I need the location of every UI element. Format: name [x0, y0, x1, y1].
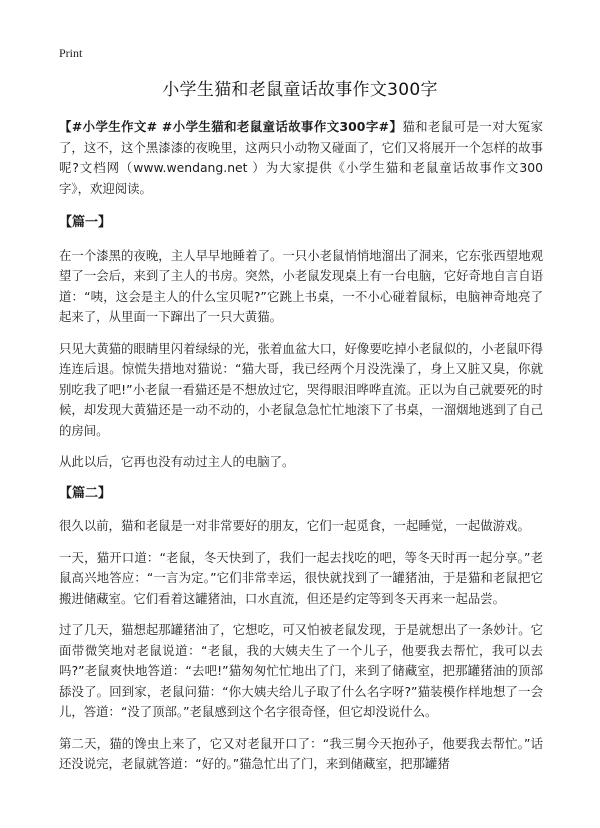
paragraph: 在一个漆黑的夜晚，主人早早地睡着了。一只小老鼠悄悄地溜出了洞来，它东张西望地观望了一会后，来到了主人的书房。突然，小老鼠发现桌上有一台电脑，它好奇地自言自语道：“咦，这会是主人的什么宝贝呢?”它跳上书桌，一不小心碰着鼠标，电脑神奇地亮了起来了，从里面一下蹿出了一只大黄猫。	[59, 247, 543, 324]
section-heading: 【篇一】	[59, 215, 112, 230]
section-heading: 【篇二】	[59, 485, 112, 501]
paragraph: 一天，猫开口道：“老鼠，冬天快到了，我们一起去找吃的吧，等冬天时再一起分享。”老鼠高兴地答应：“一言为定。”它们非常幸运，很快就找到了一罐猪油，于是猫和老鼠把它搬进储藏室。它们看着这罐猪油，口水直流，但还是约定等到冬天再来一起品尝。	[59, 549, 543, 606]
intro-text: 猫和老鼠可是一对大冤家了，这不，这个黑漆漆的夜晚里，这两只小动物又碰面了，它们又将展开一个怎样的故事呢?文档网（www.wendang.net ）为大家提供《小学生猫和老鼠童话故事作文300字》，欢迎阅读。	[59, 119, 543, 196]
intro-paragraph	[59, 117, 543, 199]
page-title: 小学生猫和老鼠童话故事作文300字	[162, 80, 438, 100]
paragraph: 只见大黄猫的眼睛里闪着绿绿的光，张着血盆大口，好像要吃掉小老鼠似的，小老鼠吓得连连后退。惊慌失措地对猫说：“猫大哥，我已经两个月没洗澡了，身上又脏又臭，你就别吃我了吧!”小老鼠一看猫还是不想放过它，哭得眼泪哗哗直流。正以为自己就要死的时候，却发现大黄猫还是一动不动的，小老鼠急急忙忙地滚下了书桌，一溜烟地逃到了自己的房间。	[59, 340, 543, 438]
intro-tags: 【#小学生作文# #小学生猫和老鼠童话故事作文300字#】	[59, 119, 403, 134]
paragraph: 过了几天，猫想起那罐猪油了，它想吃，可又怕被老鼠发现，于是就想出了一条妙计。它面带微笑地对老鼠说道：“老鼠，我的大姨夫生了一个儿子，他要我去帮忙，我可以去吗?”老鼠爽快地答道：“去吧!”猫匆匆忙忙地出了门，来到了储藏室，把那罐猪油的顶部舔没了。回到家，老鼠问猫：“你大姨夫给儿子取了什么名字呀?”猫装模作样地想了一会儿，答道：“没了顶部。”老鼠感到这个名字很奇怪，但它却没说什么。	[59, 622, 543, 719]
paragraph: 很久以前，猫和老鼠是一对非常要好的朋友，它们一起觅食，一起睡觉，一起做游戏。	[59, 518, 530, 533]
print-label: Print	[59, 46, 83, 60]
document-body	[59, 117, 543, 786]
section-1	[59, 213, 543, 473]
paragraph: 从此以后，它再也没有动过主人的电脑了。	[59, 454, 295, 469]
paragraph: 第二天，猫的馋虫上来了，它又对老鼠开口了：“我三舅今天抱孙子，他要我去帮忙。”话还没说完，老鼠就答道：“好的。”猫急忙出了门，来到储藏室，把那罐猪	[59, 735, 543, 771]
section-2	[59, 484, 543, 775]
